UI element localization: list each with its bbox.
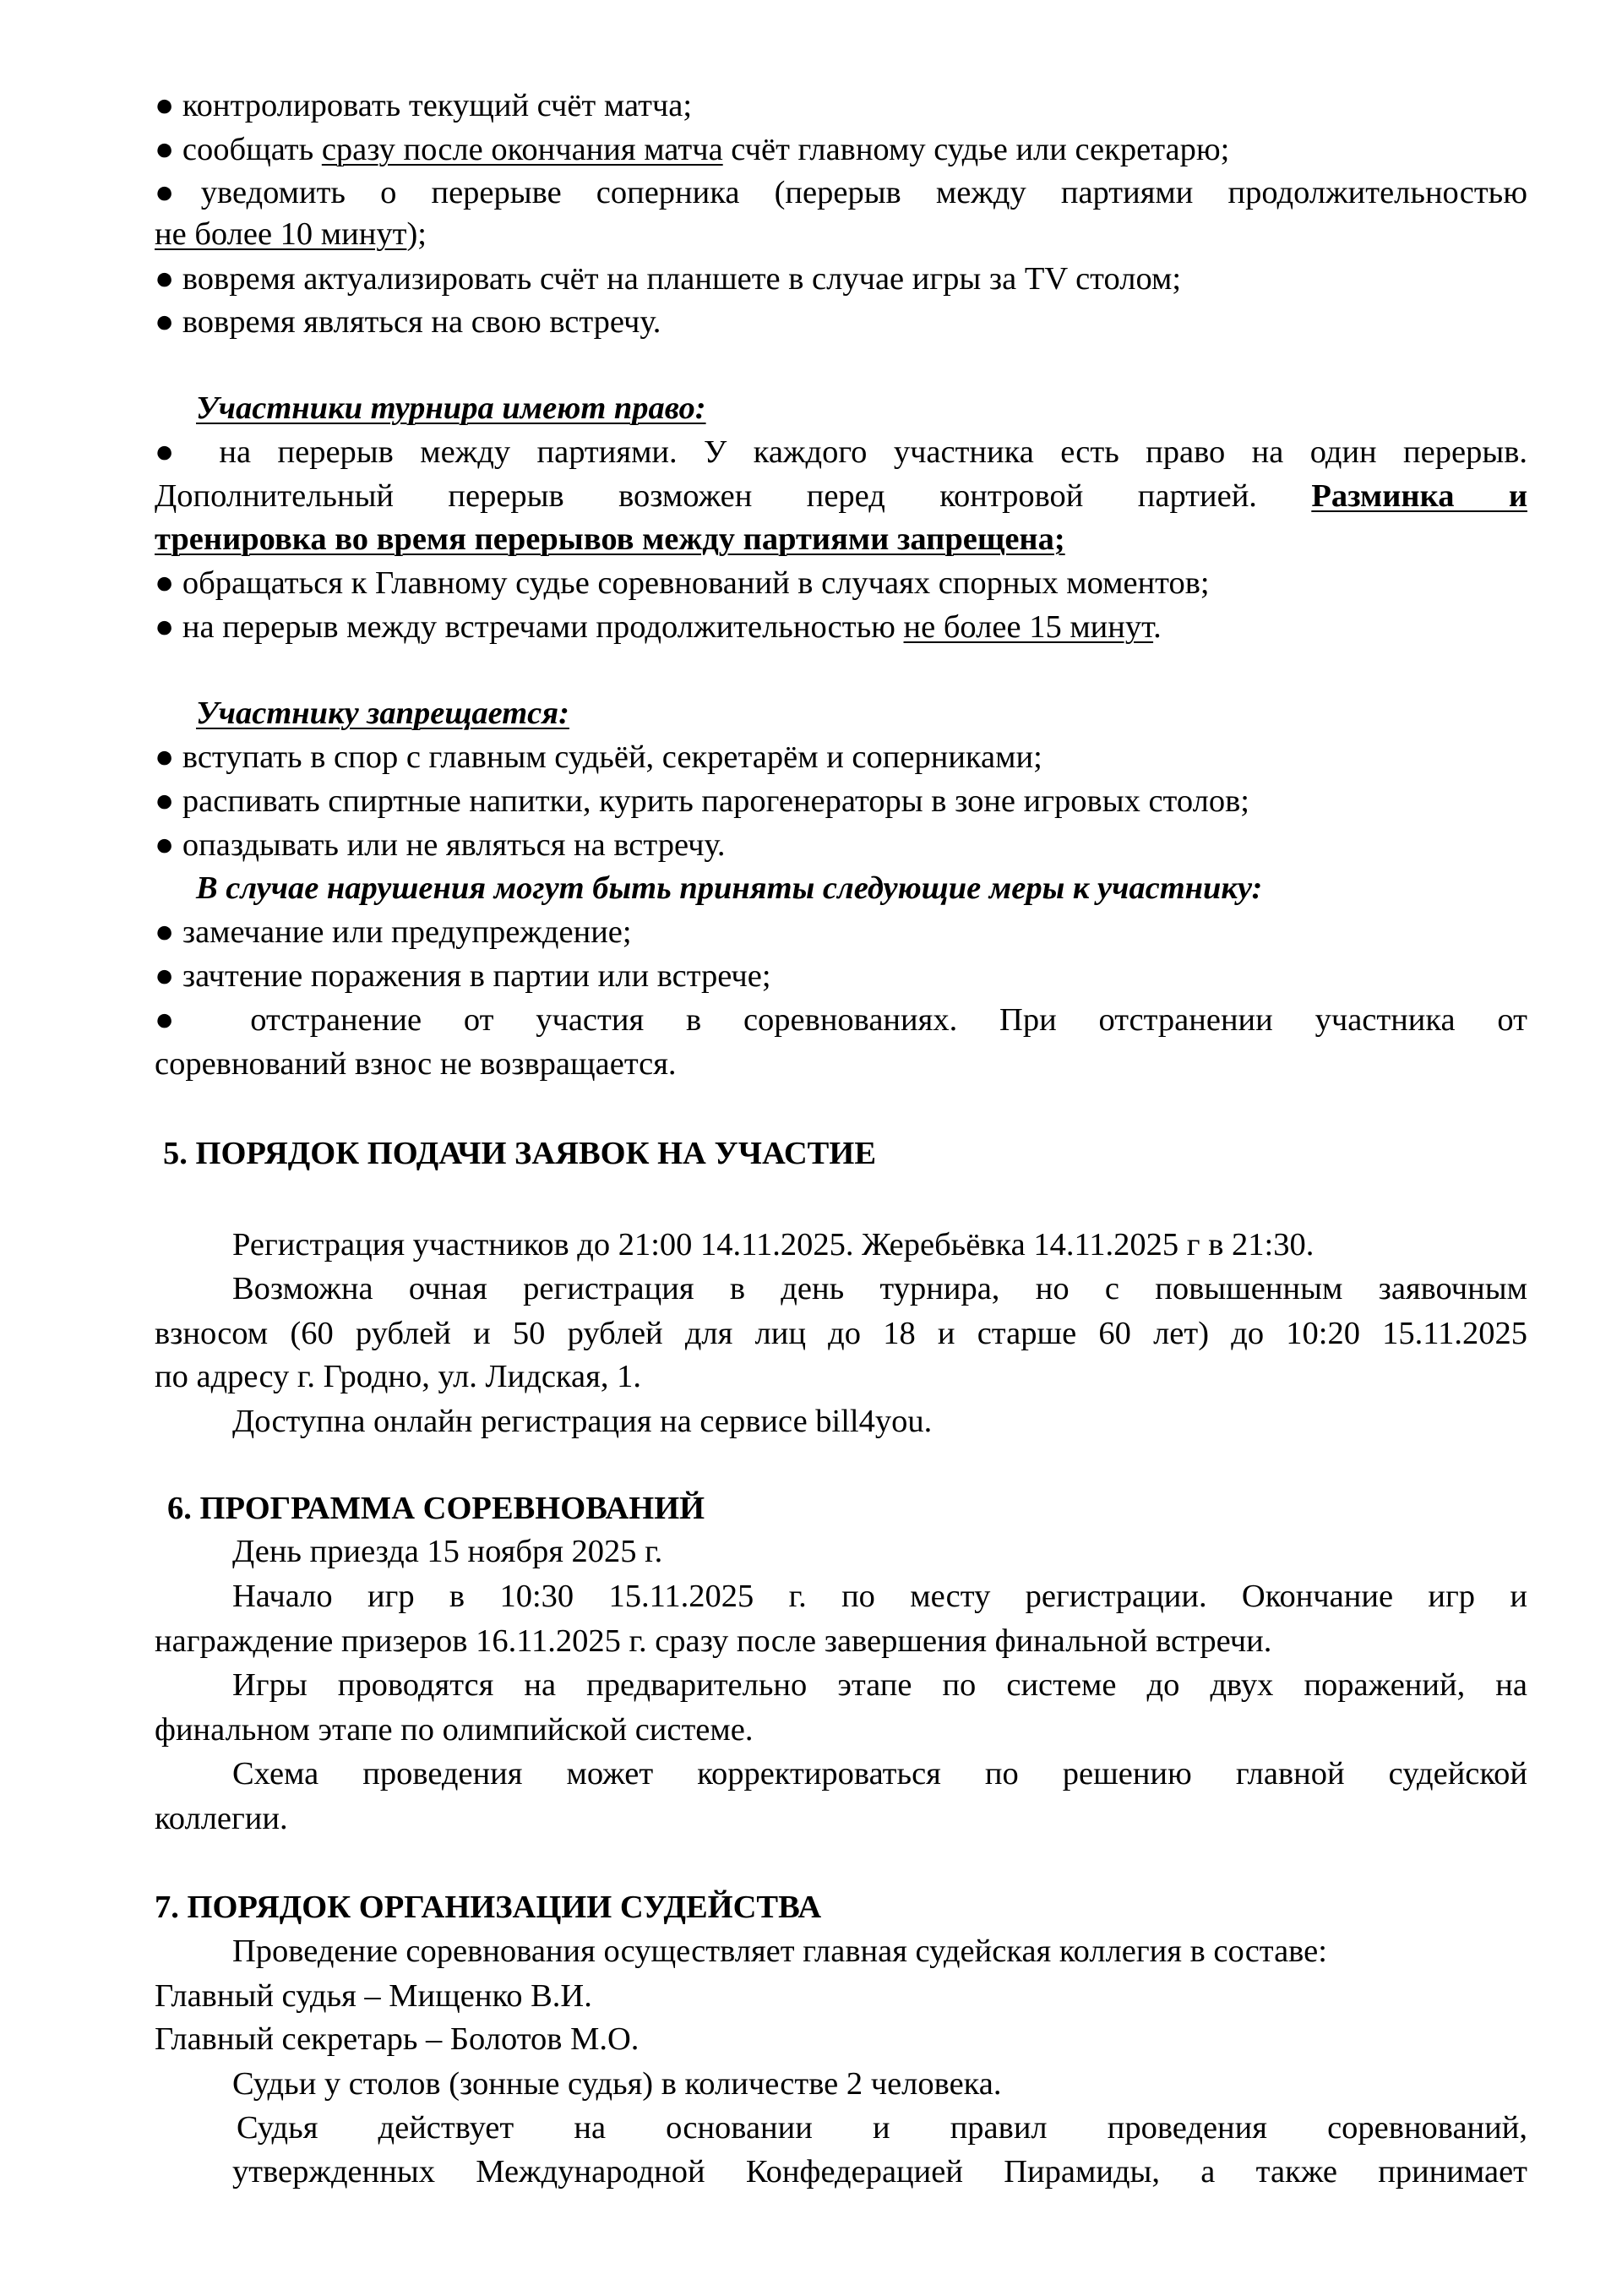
paragraph-line: награждение призеров 16.11.2025 г. сразу после завершения финальной встречи.	[155, 1623, 1272, 1659]
bullet-icon: ●	[155, 434, 193, 470]
underlined-text: не более 15 минут	[903, 609, 1154, 645]
bullet-icon: ●	[155, 827, 175, 863]
prohibited-heading: Участнику запрещается:	[196, 695, 569, 731]
list-item-continuation: не более 10 минут);	[155, 216, 427, 252]
list-item: ● вступать в спор с главным судьёй, секретарём и соперниками;	[155, 739, 1042, 775]
bold-warning: Разминка и	[1311, 478, 1527, 514]
section-7-title: 7. ПОРЯДОК ОРГАНИЗАЦИИ СУДЕЙСТВА	[155, 1890, 822, 1925]
bullet-icon: ●	[155, 914, 175, 950]
list-item: ● на перерыв между встречами продолжительностью не более 15 минут.	[155, 609, 1162, 645]
bullet-icon: ●	[155, 1002, 209, 1038]
secretary-line: Главный секретарь – Болотов М.О.	[155, 2021, 640, 2057]
paragraph-line: Игры проводятся на предварительно этапе по системе до двух поражений, на	[232, 1667, 1527, 1703]
list-item: ● контролировать текущий счёт матча;	[155, 88, 693, 123]
measures-heading: В случае нарушения могут быть приняты следующие меры к участнику:	[196, 870, 1263, 906]
paragraph-line: Судьи у столов (зонные судья) в количестве 2 человека.	[232, 2066, 1002, 2102]
list-item: ● зачтение поражения в партии или встрече;	[155, 958, 771, 994]
paragraph-line: Проведение соревнования осуществляет главная судейская коллегия в составе:	[232, 1933, 1327, 1969]
underlined-text: не более 10 минут	[155, 216, 407, 252]
bullet-icon: ●	[155, 175, 201, 210]
judge-line: Главный судья – Мищенко В.И.	[155, 1978, 592, 2014]
paragraph-line: Схема проведения может корректироваться по решению главной судейской	[232, 1756, 1527, 1792]
list-item-continuation	[155, 517, 1527, 561]
bold-warning: тренировка во время перерывов между партиями запрещена;	[155, 521, 1065, 557]
bullet-icon: ●	[155, 88, 175, 123]
paragraph-line: утвержденных Международной Конфедерацией Пирамиды, а также принимает	[232, 2154, 1527, 2190]
list-item: ● обращаться к Главному судье соревнований в случаях спорных моментов;	[155, 565, 1210, 601]
paragraph-line: Судья действует на основании и правил проведения соревнований,	[237, 2110, 1527, 2146]
section-6-title: 6. ПРОГРАММА СОРЕВНОВАНИЙ	[167, 1491, 705, 1526]
paragraph-line: Возможна очная регистрация в день турнира, но с повышенным заявочным	[232, 1271, 1527, 1306]
list-item: ● отстранение от участия в соревнованиях. При отстранении участника от	[155, 1002, 1527, 1038]
bullet-icon: ●	[155, 958, 175, 994]
paragraph-line: Регистрация участников до 21:00 14.11.2025. Жеребьёвка 14.11.2025 г в 21:30.	[232, 1227, 1314, 1263]
list-item: ● вовремя являться на свою встречу.	[155, 304, 661, 340]
paragraph-line: финальном этапе по олимпийской системе.	[155, 1712, 754, 1748]
list-item: ● сообщать сразу после окончания матча счёт главному судье или секретарю;	[155, 132, 1230, 167]
paragraph-line: по адресу г. Гродно, ул. Лидская, 1.	[155, 1359, 641, 1394]
paragraph-line: Доступна онлайн регистрация на сервисе bill4you.	[232, 1404, 933, 1439]
bullet-icon: ●	[155, 132, 175, 167]
section-5-title: 5. ПОРЯДОК ПОДАЧИ ЗАЯВОК НА УЧАСТИЕ	[163, 1136, 876, 1171]
list-item: ● распивать спиртные напитки, курить парогенераторы в зоне игровых столов;	[155, 783, 1249, 819]
paragraph-line: взносом (60 рублей и 50 рублей для лиц до 18 и старше 60 лет) до 10:20 15.11.2025	[155, 1316, 1527, 1351]
paragraph-line: День приезда 15 ноября 2025 г.	[232, 1534, 663, 1569]
bullet-icon: ●	[155, 739, 175, 775]
underlined-text: сразу после окончания матча	[321, 132, 723, 167]
bullet-icon: ●	[155, 304, 175, 340]
list-item: ●уведомить о перерыве соперника (перерыв между партиями продолжительностью	[155, 175, 1527, 210]
paragraph-line: Начало игр в 10:30 15.11.2025 г. по месту регистрации. Окончание игр и	[232, 1579, 1527, 1614]
list-item-continuation: Дополнительный перерыв возможен перед контровой партией. Разминка и	[155, 478, 1527, 514]
bullet-icon: ●	[155, 609, 175, 645]
bullet-icon: ●	[155, 783, 175, 819]
list-item: ● замечание или предупреждение;	[155, 914, 632, 950]
bullet-icon: ●	[155, 261, 175, 297]
list-item: ● вовремя актуализировать счёт на планшете в случае игры за TV столом;	[155, 261, 1182, 297]
rights-heading: Участники турнира имеют право:	[196, 390, 706, 426]
bullet-icon: ●	[155, 565, 175, 601]
list-item: ● на перерыв между партиями. У каждого участника есть право на один перерыв.	[155, 434, 1527, 470]
list-item-continuation: соревнований взнос не возвращается.	[155, 1046, 677, 1082]
paragraph-line: коллегии.	[155, 1801, 288, 1836]
list-item: ● опаздывать или не являться на встречу.	[155, 827, 726, 863]
